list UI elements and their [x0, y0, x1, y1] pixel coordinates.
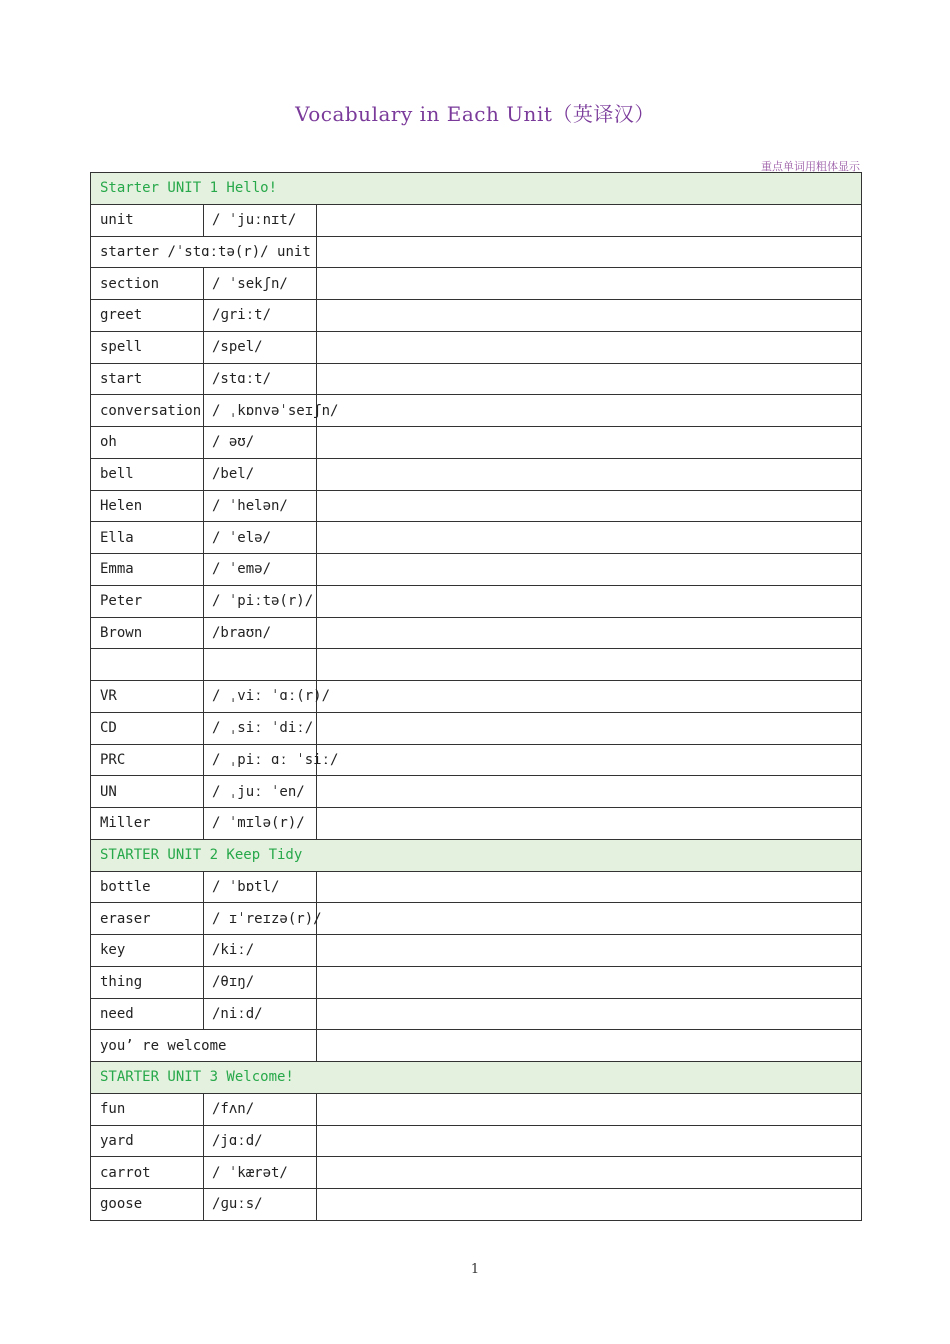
word-cell: Emma	[91, 554, 204, 586]
phonetic-cell: / ˌjuː ˈen/	[204, 776, 317, 808]
word-cell: eraser	[91, 903, 204, 935]
page-number: 1	[470, 1262, 480, 1277]
table-row	[91, 427, 862, 459]
section-heading: STARTER UNIT 3 Welcome!	[91, 1062, 862, 1094]
meaning-cell[interactable]	[317, 331, 862, 363]
phonetic-cell: / ˈkærət/	[204, 1157, 317, 1189]
table-row	[91, 268, 862, 300]
word-cell	[91, 1030, 317, 1062]
meaning-cell[interactable]	[317, 1125, 862, 1157]
meaning-cell[interactable]	[317, 1030, 862, 1062]
table-row	[91, 776, 862, 808]
table-row	[91, 935, 862, 967]
table-row	[91, 458, 862, 490]
meaning-cell[interactable]	[317, 458, 862, 490]
table-row	[91, 649, 862, 681]
meaning-cell[interactable]	[317, 427, 862, 459]
section-header-row	[91, 1062, 862, 1094]
phonetic-cell: / ˈmɪlə(r)/	[204, 808, 317, 840]
phonetic-cell: / ˌviː ˈɑː(r)/	[204, 681, 317, 713]
word-cell: fun	[91, 1093, 204, 1125]
phonetic-cell: / ɪˈreɪzə(r)/	[204, 903, 317, 935]
table-row	[91, 998, 862, 1030]
word-cell: UN	[91, 776, 204, 808]
table-row	[91, 522, 862, 554]
table-row	[91, 490, 862, 522]
table-row	[91, 1093, 862, 1125]
word-cell: bottle	[91, 871, 204, 903]
table-row	[91, 1189, 862, 1221]
meaning-cell[interactable]	[317, 554, 862, 586]
meaning-cell[interactable]	[317, 903, 862, 935]
meaning-cell[interactable]	[317, 268, 862, 300]
meaning-cell[interactable]	[317, 808, 862, 840]
word-cell	[91, 236, 317, 268]
phonetic-cell: / əʊ/	[204, 427, 317, 459]
word-cell: conversation	[91, 395, 204, 427]
table-row	[91, 744, 862, 776]
word-cell: Miller	[91, 808, 204, 840]
word-cell: unit	[91, 204, 204, 236]
word-cell: need	[91, 998, 204, 1030]
table-row	[91, 1030, 862, 1062]
meaning-cell[interactable]	[317, 871, 862, 903]
section-heading: Starter UNIT 1 Hello!	[91, 173, 862, 205]
phonetic-cell: / ˌpiː ɑː ˈsiː/	[204, 744, 317, 776]
meaning-cell[interactable]	[317, 1189, 862, 1221]
meaning-cell[interactable]	[317, 395, 862, 427]
table-row	[91, 585, 862, 617]
table-row	[91, 204, 862, 236]
table-row	[91, 1157, 862, 1189]
phonetic-cell: /kiː/	[204, 935, 317, 967]
phonetic-cell: / ˌsiː ˈdiː/	[204, 712, 317, 744]
meaning-cell[interactable]	[317, 617, 862, 649]
phonetic-cell: / ˌkɒnvəˈseɪʃn/	[204, 395, 317, 427]
word-cell: VR	[91, 681, 204, 713]
meaning-cell[interactable]	[317, 966, 862, 998]
word-cell: section	[91, 268, 204, 300]
phonetic-cell: /jɑːd/	[204, 1125, 317, 1157]
meaning-cell[interactable]	[317, 1093, 862, 1125]
word-cell: PRC	[91, 744, 204, 776]
meaning-cell[interactable]	[317, 1157, 862, 1189]
phonetic-cell: /ɡuːs/	[204, 1189, 317, 1221]
meaning-cell[interactable]	[317, 522, 862, 554]
word-cell: carrot	[91, 1157, 204, 1189]
table-row	[91, 554, 862, 586]
word-cell	[91, 649, 204, 681]
phonetic-cell: / ˈelə/	[204, 522, 317, 554]
word-cell: greet	[91, 300, 204, 332]
phonetic-cell: /niːd/	[204, 998, 317, 1030]
phonetic-cell: / ˈbɒtl/	[204, 871, 317, 903]
word-cell: oh	[91, 427, 204, 459]
bold-words-note: 重点单词用粗体显示	[761, 160, 860, 173]
word-cell: Ella	[91, 522, 204, 554]
page-title: Vocabulary in Each Unit（英译汉）	[295, 102, 655, 126]
word-cell: Helen	[91, 490, 204, 522]
word-cell: goose	[91, 1189, 204, 1221]
word-cell: start	[91, 363, 204, 395]
table-row	[91, 617, 862, 649]
meaning-cell[interactable]	[317, 681, 862, 713]
word-cell: yard	[91, 1125, 204, 1157]
meaning-cell[interactable]	[317, 585, 862, 617]
meaning-cell[interactable]	[317, 776, 862, 808]
word-cell: CD	[91, 712, 204, 744]
word-cell: thing	[91, 966, 204, 998]
meaning-cell[interactable]	[317, 300, 862, 332]
phonetic-cell: /fʌn/	[204, 1093, 317, 1125]
word-cell: bell	[91, 458, 204, 490]
meaning-cell[interactable]	[317, 649, 862, 681]
word-cell: Peter	[91, 585, 204, 617]
section-header-row	[91, 173, 862, 205]
word-cell: key	[91, 935, 204, 967]
meaning-cell[interactable]	[317, 363, 862, 395]
table-row	[91, 903, 862, 935]
phonetic-cell: /braʊn/	[204, 617, 317, 649]
word-text: you’ re welcome	[100, 1037, 227, 1054]
meaning-cell[interactable]	[317, 998, 862, 1030]
meaning-cell[interactable]	[317, 744, 862, 776]
word-cell: spell	[91, 331, 204, 363]
phonetic-cell: / ˈhelən/	[204, 490, 317, 522]
phonetic-cell: / ˈpiːtə(r)/	[204, 585, 317, 617]
meaning-cell[interactable]	[317, 236, 862, 268]
table-row	[91, 808, 862, 840]
phonetic-cell	[204, 649, 317, 681]
phonetic-cell: /θɪŋ/	[204, 966, 317, 998]
phonetic-cell: /bel/	[204, 458, 317, 490]
table-row	[91, 395, 862, 427]
table-row	[91, 712, 862, 744]
phonetic-cell: / ˈemə/	[204, 554, 317, 586]
meaning-cell[interactable]	[317, 490, 862, 522]
vocabulary-table	[90, 172, 862, 1221]
phonetic-cell: / ˈsekʃn/	[204, 268, 317, 300]
meaning-cell[interactable]	[317, 712, 862, 744]
table-row	[91, 966, 862, 998]
table-row	[91, 236, 862, 268]
phonetic-cell: /stɑːt/	[204, 363, 317, 395]
section-header-row	[91, 839, 862, 871]
phonetic-text: /ˈstɑːtə(r)/ unit	[167, 243, 311, 260]
table-row	[91, 363, 862, 395]
table-row	[91, 871, 862, 903]
word-cell: Brown	[91, 617, 204, 649]
table-row	[91, 681, 862, 713]
meaning-cell[interactable]	[317, 204, 862, 236]
section-heading: STARTER UNIT 2 Keep Tidy	[91, 839, 862, 871]
word-text: starter	[100, 243, 160, 260]
meaning-cell[interactable]	[317, 935, 862, 967]
phonetic-cell: /ɡriːt/	[204, 300, 317, 332]
phonetic-cell: / ˈjuːnɪt/	[204, 204, 317, 236]
phonetic-cell: /spel/	[204, 331, 317, 363]
table-row	[91, 300, 862, 332]
table-row	[91, 1125, 862, 1157]
table-row	[91, 331, 862, 363]
